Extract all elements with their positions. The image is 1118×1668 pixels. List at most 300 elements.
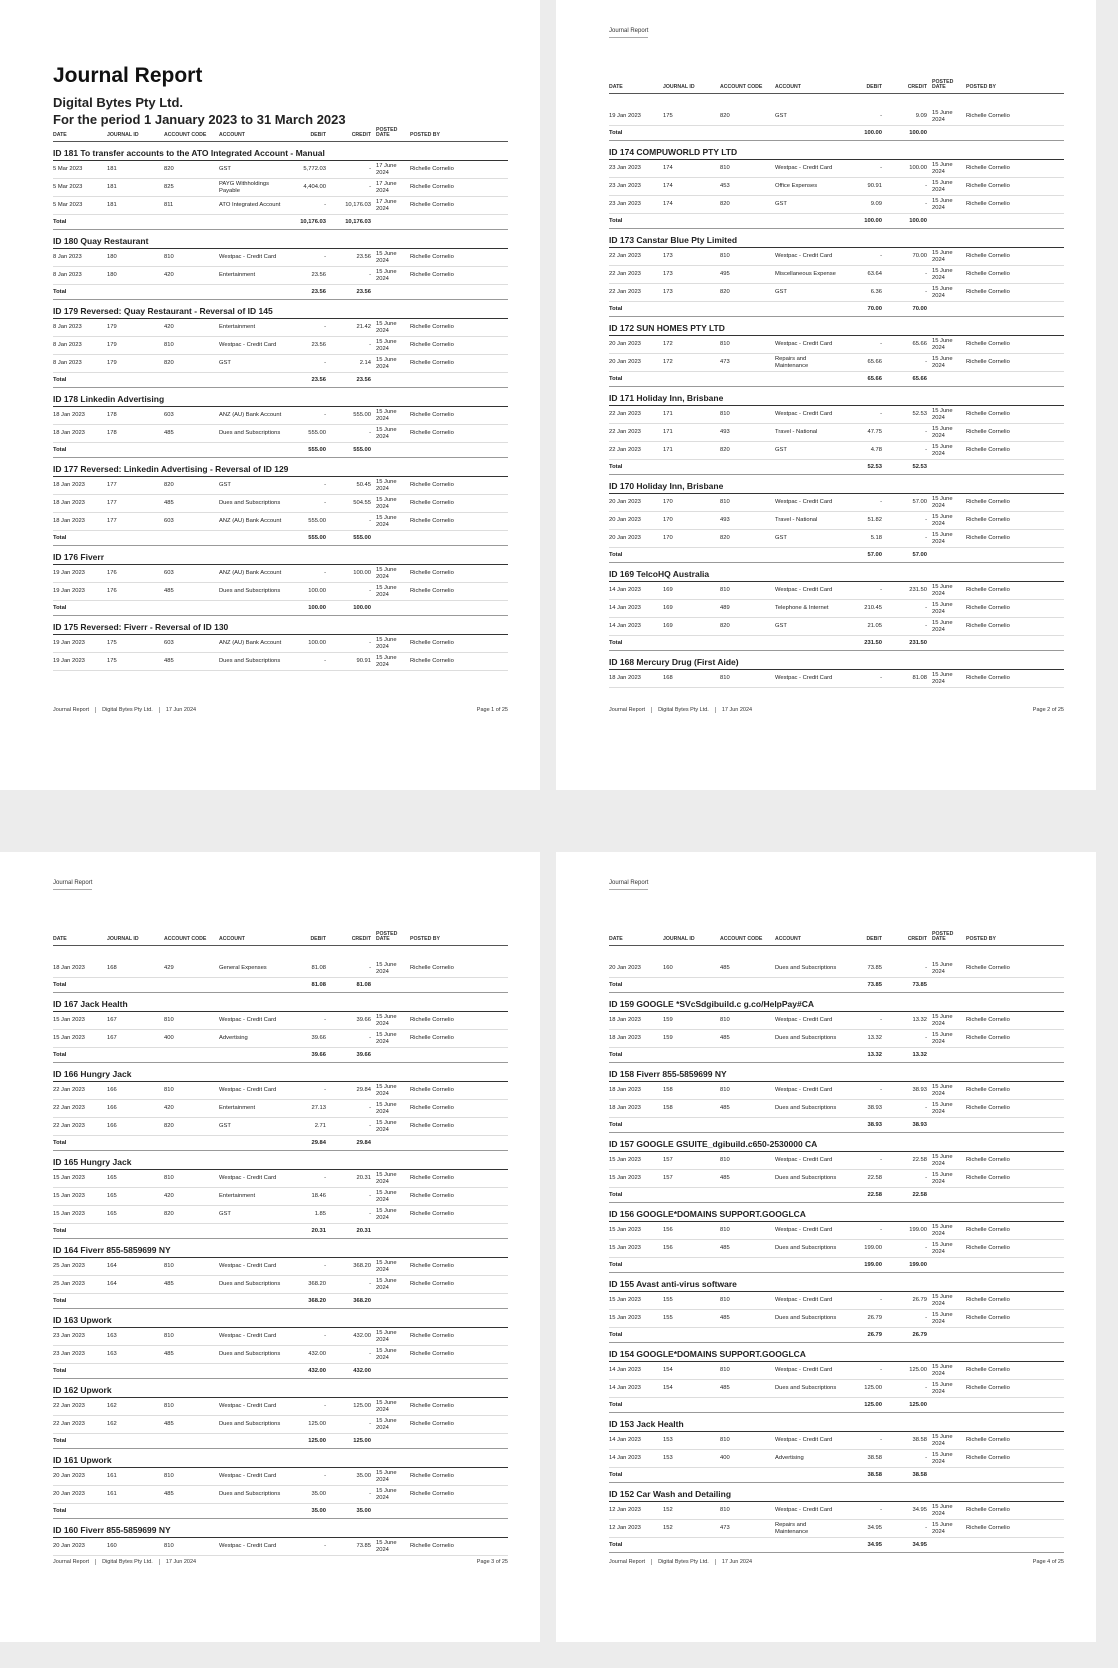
table-row xyxy=(609,1170,1064,1188)
cell-journal-id: 155 xyxy=(663,1315,673,1322)
cell-journal-id: 176 xyxy=(107,570,117,577)
report-page-2 xyxy=(556,0,1096,790)
cell-account-code: 485 xyxy=(164,588,174,595)
cell-account: GST xyxy=(775,113,787,120)
cell-journal-id: 177 xyxy=(107,500,117,507)
cell-credit: 2.14 xyxy=(359,360,371,367)
cell-posted-by: Richelle Cornelio xyxy=(410,1035,454,1042)
cell-journal-id: 157 xyxy=(663,1157,673,1164)
table-row xyxy=(609,284,1064,302)
cell-debit: 125.00 xyxy=(864,1385,882,1392)
cell-date: 23 Jan 2023 xyxy=(53,1351,85,1358)
cell-posted-by: Richelle Cornelio xyxy=(410,412,454,419)
total-credit: 100.00 xyxy=(909,217,927,224)
cell-account: Westpac - Credit Card xyxy=(219,342,277,349)
table-row xyxy=(609,582,1064,600)
cell-debit: 5,772.03 xyxy=(303,166,326,173)
table-row xyxy=(609,1082,1064,1100)
column-header-journal-id: JOURNAL ID xyxy=(663,84,695,91)
cell-date: 20 Jan 2023 xyxy=(609,359,641,366)
cell-account: Westpac - Credit Card xyxy=(775,499,833,506)
total-label: Total xyxy=(53,376,67,383)
cell-account: General Expenses xyxy=(219,965,267,972)
cell-account: GST xyxy=(775,535,787,542)
cell-posted-date: 15 June 2024 xyxy=(932,198,953,211)
total-credit: 65.66 xyxy=(912,375,927,382)
cell-account-code: 485 xyxy=(720,1175,730,1182)
journal-section-title: ID 173 Canstar Blue Pty Limited xyxy=(609,233,1064,248)
total-row xyxy=(53,1504,508,1519)
journal-section-title: ID 180 Quay Restaurant xyxy=(53,234,508,249)
total-row xyxy=(609,1398,1064,1413)
total-credit: 555.00 xyxy=(353,446,371,453)
total-credit: 38.93 xyxy=(912,1121,927,1128)
cell-posted-by: Richelle Cornelio xyxy=(410,1351,454,1358)
cell-journal-id: 175 xyxy=(663,113,673,120)
cell-debit: 13.32 xyxy=(867,1035,882,1042)
cell-journal-id: 171 xyxy=(663,411,673,418)
column-header-credit: CREDIT xyxy=(351,132,371,139)
cell-debit: 4.78 xyxy=(870,447,882,454)
cell-date: 14 Jan 2023 xyxy=(609,623,641,630)
total-row xyxy=(53,1136,508,1151)
cell-debit: 23.56 xyxy=(311,342,326,349)
cell-posted-date: 17 June 2024 xyxy=(376,163,397,176)
cell-debit: - xyxy=(880,411,882,418)
table-row xyxy=(53,1346,508,1364)
cell-account: GST xyxy=(219,166,231,173)
cell-posted-by: Richelle Cornelio xyxy=(966,623,1010,630)
column-header-posted-by: POSTED BY xyxy=(966,936,996,943)
cell-posted-date: 15 June 2024 xyxy=(932,338,953,351)
cell-date: 15 Jan 2023 xyxy=(609,1245,641,1252)
total-credit: 199.00 xyxy=(909,1261,927,1268)
cell-posted-date: 15 June 2024 xyxy=(376,1172,397,1185)
cell-journal-id: 161 xyxy=(107,1473,117,1480)
journal-section-title: ID 176 Fiverr xyxy=(53,550,508,565)
cell-debit: 368.20 xyxy=(308,1281,326,1288)
total-label: Total xyxy=(609,639,623,646)
cell-posted-date: 15 June 2024 xyxy=(932,268,953,281)
table-row xyxy=(609,1030,1064,1048)
table-row xyxy=(609,406,1064,424)
cell-account: Miscellaneous Expense xyxy=(775,271,836,278)
cell-posted-by: Richelle Cornelio xyxy=(966,411,1010,418)
cell-credit: 125.00 xyxy=(353,1403,371,1410)
cell-posted-date: 15 June 2024 xyxy=(932,1154,953,1167)
cell-debit: 63.64 xyxy=(867,271,882,278)
cell-date: 18 Jan 2023 xyxy=(53,412,85,419)
column-header-date: DATE xyxy=(609,84,623,91)
cell-credit: 57.00 xyxy=(912,499,927,506)
table-row xyxy=(53,1538,508,1556)
cell-date: 22 Jan 2023 xyxy=(53,1087,85,1094)
total-label: Total xyxy=(53,1227,67,1234)
cell-account: Westpac - Credit Card xyxy=(219,1017,277,1024)
cell-account: Westpac - Credit Card xyxy=(775,341,833,348)
cell-posted-date: 15 June 2024 xyxy=(376,1032,397,1045)
page-footer xyxy=(609,1559,1064,1565)
cell-credit: - xyxy=(925,1385,927,1392)
total-row xyxy=(609,1468,1064,1483)
table-row xyxy=(609,1432,1064,1450)
cell-journal-id: 165 xyxy=(107,1175,117,1182)
cell-debit: 27.13 xyxy=(311,1105,326,1112)
table-row xyxy=(53,1468,508,1486)
cell-journal-id: 169 xyxy=(663,623,673,630)
cell-posted-by: Richelle Cornelio xyxy=(410,1211,454,1218)
cell-date: 23 Jan 2023 xyxy=(609,165,641,172)
cell-account-code: 400 xyxy=(720,1455,730,1462)
total-debit: 38.93 xyxy=(867,1121,882,1128)
cell-posted-by: Richelle Cornelio xyxy=(966,1035,1010,1042)
cell-date: 22 Jan 2023 xyxy=(609,411,641,418)
cell-account: Westpac - Credit Card xyxy=(219,1175,277,1182)
total-debit: 38.58 xyxy=(867,1471,882,1478)
cell-journal-id: 175 xyxy=(107,640,117,647)
journal-section-title: ID 153 Jack Health xyxy=(609,1417,1064,1432)
cell-posted-date: 15 June 2024 xyxy=(376,269,397,282)
total-debit: 57.00 xyxy=(867,551,882,558)
cell-credit: - xyxy=(925,1245,927,1252)
cell-posted-by: Richelle Cornelio xyxy=(966,1367,1010,1374)
report-company: Digital Bytes Pty Ltd. xyxy=(53,95,184,110)
cell-journal-id: 159 xyxy=(663,1035,673,1042)
journal-section-title: ID 172 SUN HOMES PTY LTD xyxy=(609,321,1064,336)
cell-account-code: 485 xyxy=(164,1351,174,1358)
cell-journal-id: 172 xyxy=(663,359,673,366)
total-row xyxy=(53,1434,508,1449)
cell-account: Entertainment xyxy=(219,324,256,331)
cell-journal-id: 153 xyxy=(663,1437,673,1444)
cell-credit: 20.31 xyxy=(356,1175,371,1182)
cell-account: Westpac - Credit Card xyxy=(775,1297,833,1304)
total-label: Total xyxy=(609,1541,623,1548)
cell-account: Advertising xyxy=(219,1035,248,1042)
cell-account-code: 420 xyxy=(164,1105,174,1112)
cell-account-code: 429 xyxy=(164,965,174,972)
cell-posted-by: Richelle Cornelio xyxy=(966,605,1010,612)
journal-section-title: ID 168 Mercury Drug (First Aide) xyxy=(609,655,1064,670)
cell-debit: 5.18 xyxy=(870,535,882,542)
column-header-posted-by: POSTED BY xyxy=(410,132,440,139)
journal-section-title: ID 160 Fiverr 855-5859699 NY xyxy=(53,1523,508,1538)
column-header-debit: DEBIT xyxy=(866,84,882,91)
cell-date: 15 Jan 2023 xyxy=(53,1017,85,1024)
cell-debit: 26.79 xyxy=(867,1315,882,1322)
cell-journal-id: 152 xyxy=(663,1507,673,1514)
cell-journal-id: 167 xyxy=(107,1017,117,1024)
cell-debit: - xyxy=(880,113,882,120)
table-row xyxy=(53,407,508,425)
total-credit: 23.56 xyxy=(356,288,371,295)
cell-posted-by: Richelle Cornelio xyxy=(410,1175,454,1182)
table-row xyxy=(609,1222,1064,1240)
cell-account: Dues and Subscriptions xyxy=(775,1245,837,1252)
cell-posted-by: Richelle Cornelio xyxy=(410,342,454,349)
column-header-date: DATE xyxy=(53,132,67,139)
cell-posted-by: Richelle Cornelio xyxy=(966,1227,1010,1234)
total-credit: 10,176.03 xyxy=(345,218,371,225)
page-footer xyxy=(53,1559,508,1565)
cell-posted-by: Richelle Cornelio xyxy=(966,271,1010,278)
table-row xyxy=(609,1240,1064,1258)
page-number: Page 1 of 25 xyxy=(476,707,508,713)
cell-debit: - xyxy=(324,570,326,577)
journal-table xyxy=(53,126,508,671)
cell-date: 25 Jan 2023 xyxy=(53,1281,85,1288)
cell-date: 18 Jan 2023 xyxy=(53,500,85,507)
total-label: Total xyxy=(609,305,623,312)
total-label: Total xyxy=(609,1331,623,1338)
journal-section-title: ID 179 Reversed: Quay Restaurant - Reversal of ID 145 xyxy=(53,304,508,319)
table-row xyxy=(53,197,508,215)
cell-account: Westpac - Credit Card xyxy=(775,1227,833,1234)
total-label: Total xyxy=(53,446,67,453)
cell-date: 20 Jan 2023 xyxy=(53,1543,85,1550)
cell-date: 22 Jan 2023 xyxy=(53,1421,85,1428)
journal-section-title: ID 158 Fiverr 855-5859699 NY xyxy=(609,1067,1064,1082)
cell-account-code: 453 xyxy=(720,183,730,190)
cell-posted-date: 15 June 2024 xyxy=(376,1400,397,1413)
total-row xyxy=(609,460,1064,475)
cell-journal-id: 168 xyxy=(663,675,673,682)
journal-section-title: ID 165 Hungry Jack xyxy=(53,1155,508,1170)
cell-posted-by: Richelle Cornelio xyxy=(410,588,454,595)
cell-credit: - xyxy=(925,1105,927,1112)
cell-journal-id: 161 xyxy=(107,1491,117,1498)
cell-account-code: 485 xyxy=(164,1491,174,1498)
cell-account: GST xyxy=(775,447,787,454)
cell-credit: - xyxy=(369,1035,371,1042)
total-debit: 29.84 xyxy=(311,1139,326,1146)
cell-account: Westpac - Credit Card xyxy=(775,1367,833,1374)
cell-debit: - xyxy=(880,1367,882,1374)
total-label: Total xyxy=(609,1471,623,1478)
cell-debit: - xyxy=(880,1437,882,1444)
cell-date: 8 Jan 2023 xyxy=(53,254,82,261)
cell-account-code: 810 xyxy=(720,1017,730,1024)
table-row xyxy=(53,1276,508,1294)
cell-credit: - xyxy=(925,1175,927,1182)
page-header: Journal Report xyxy=(609,28,648,38)
cell-posted-by: Richelle Cornelio xyxy=(410,658,454,665)
cell-account-code: 420 xyxy=(164,324,174,331)
table-spacer xyxy=(609,946,1064,960)
cell-date: 22 Jan 2023 xyxy=(53,1123,85,1130)
cell-account: Dues and Subscriptions xyxy=(219,1491,281,1498)
total-row xyxy=(609,1258,1064,1273)
table-row xyxy=(53,1082,508,1100)
cell-account: Westpac - Credit Card xyxy=(775,253,833,260)
table-row xyxy=(53,1398,508,1416)
table-header xyxy=(53,930,508,946)
cell-credit: 9.09 xyxy=(915,113,927,120)
table-row xyxy=(609,1310,1064,1328)
cell-posted-date: 15 June 2024 xyxy=(376,1190,397,1203)
cell-account-code: 810 xyxy=(164,342,174,349)
cell-account-code: 810 xyxy=(720,1227,730,1234)
cell-debit: 38.93 xyxy=(867,1105,882,1112)
table-row xyxy=(53,319,508,337)
cell-posted-date: 15 June 2024 xyxy=(376,637,397,650)
cell-journal-id: 166 xyxy=(107,1105,117,1112)
cell-posted-date: 15 June 2024 xyxy=(932,496,953,509)
cell-date: 14 Jan 2023 xyxy=(609,1455,641,1462)
column-header-credit: CREDIT xyxy=(907,84,927,91)
total-debit: 13.32 xyxy=(867,1051,882,1058)
cell-account: Dues and Subscriptions xyxy=(219,1421,281,1428)
cell-credit: - xyxy=(369,1351,371,1358)
cell-account-code: 820 xyxy=(720,623,730,630)
cell-account-code: 810 xyxy=(720,411,730,418)
cell-journal-id: 155 xyxy=(663,1297,673,1304)
cell-account: Westpac - Credit Card xyxy=(775,675,833,682)
column-header-credit: CREDIT xyxy=(351,936,371,943)
cell-journal-id: 166 xyxy=(107,1123,117,1130)
cell-credit: 23.56 xyxy=(356,254,371,261)
cell-account-code: 473 xyxy=(720,359,730,366)
total-label: Total xyxy=(609,551,623,558)
total-credit: 20.31 xyxy=(356,1227,371,1234)
table-row xyxy=(609,530,1064,548)
cell-account: ANZ (AU) Bank Account xyxy=(219,570,282,577)
cell-date: 8 Jan 2023 xyxy=(53,272,82,279)
cell-credit: 70.00 xyxy=(912,253,927,260)
cell-date: 12 Jan 2023 xyxy=(609,1507,641,1514)
cell-posted-date: 15 June 2024 xyxy=(932,1172,953,1185)
cell-debit: 51.82 xyxy=(867,517,882,524)
column-header-posted-by: POSTED BY xyxy=(410,936,440,943)
cell-account-code: 811 xyxy=(164,202,174,209)
cell-account: Dues and Subscriptions xyxy=(219,658,281,665)
total-credit: 38.58 xyxy=(912,1471,927,1478)
cell-posted-by: Richelle Cornelio xyxy=(966,1157,1010,1164)
cell-account-code: 825 xyxy=(164,184,174,191)
journal-section-title: ID 175 Reversed: Fiverr - Reversal of ID 130 xyxy=(53,620,508,635)
cell-credit: 50.45 xyxy=(356,482,371,489)
cell-journal-id: 159 xyxy=(663,1017,673,1024)
cell-posted-by: Richelle Cornelio xyxy=(966,517,1010,524)
cell-account-code: 810 xyxy=(720,499,730,506)
table-spacer xyxy=(53,946,508,960)
cell-posted-by: Richelle Cornelio xyxy=(410,482,454,489)
cell-account-code: 603 xyxy=(164,518,174,525)
cell-account: Entertainment xyxy=(219,272,256,279)
cell-debit: - xyxy=(324,1263,326,1270)
cell-date: 15 Jan 2023 xyxy=(609,1315,641,1322)
cell-debit: 73.85 xyxy=(867,965,882,972)
cell-journal-id: 154 xyxy=(663,1367,673,1374)
cell-credit: - xyxy=(925,1525,927,1532)
cell-date: 23 Jan 2023 xyxy=(609,201,641,208)
cell-posted-by: Richelle Cornelio xyxy=(966,1245,1010,1252)
cell-account: Dues and Subscriptions xyxy=(775,1035,837,1042)
cell-account: Dues and Subscriptions xyxy=(775,1385,837,1392)
table-row xyxy=(53,1170,508,1188)
table-row xyxy=(609,248,1064,266)
cell-debit: 100.00 xyxy=(308,588,326,595)
cell-credit: - xyxy=(925,1315,927,1322)
cell-debit: - xyxy=(324,254,326,261)
column-header-account-code: ACCOUNT CODE xyxy=(720,84,763,91)
page-footer xyxy=(53,707,508,713)
total-credit: 29.84 xyxy=(356,1139,371,1146)
cell-journal-id: 174 xyxy=(663,165,673,172)
cell-posted-date: 15 June 2024 xyxy=(932,962,953,975)
cell-journal-id: 174 xyxy=(663,183,673,190)
cell-date: 14 Jan 2023 xyxy=(609,605,641,612)
cell-posted-by: Richelle Cornelio xyxy=(410,1473,454,1480)
cell-account-code: 820 xyxy=(164,166,174,173)
column-header-posted-date: POSTED DATE xyxy=(932,78,954,91)
cell-credit: - xyxy=(925,183,927,190)
cell-debit: - xyxy=(880,1507,882,1514)
cell-journal-id: 162 xyxy=(107,1421,117,1428)
cell-credit: 26.79 xyxy=(912,1297,927,1304)
cell-credit: - xyxy=(925,201,927,208)
cell-credit: - xyxy=(925,271,927,278)
column-header-account: ACCOUNT xyxy=(219,936,245,943)
cell-credit: 38.58 xyxy=(912,1437,927,1444)
cell-debit: 35.00 xyxy=(311,1491,326,1498)
cell-date: 23 Jan 2023 xyxy=(609,183,641,190)
cell-posted-date: 15 June 2024 xyxy=(932,286,953,299)
cell-posted-date: 15 June 2024 xyxy=(376,251,397,264)
total-credit: 368.20 xyxy=(353,1297,371,1304)
cell-debit: 23.56 xyxy=(311,272,326,279)
cell-account-code: 810 xyxy=(164,1543,174,1550)
cell-credit: - xyxy=(369,272,371,279)
cell-posted-date: 15 June 2024 xyxy=(376,1260,397,1273)
table-row xyxy=(609,618,1064,636)
table-row xyxy=(609,960,1064,978)
cell-account: Westpac - Credit Card xyxy=(219,1333,277,1340)
cell-posted-by: Richelle Cornelio xyxy=(966,965,1010,972)
cell-posted-date: 17 June 2024 xyxy=(376,199,397,212)
page-number: Page 3 of 25 xyxy=(476,1559,508,1565)
cell-debit: - xyxy=(324,658,326,665)
cell-posted-date: 15 June 2024 xyxy=(376,339,397,352)
cell-posted-by: Richelle Cornelio xyxy=(410,324,454,331)
cell-posted-by: Richelle Cornelio xyxy=(966,1175,1010,1182)
cell-account: Dues and Subscriptions xyxy=(219,588,281,595)
cell-posted-by: Richelle Cornelio xyxy=(410,1105,454,1112)
cell-credit: - xyxy=(925,965,927,972)
total-row xyxy=(53,215,508,230)
table-header xyxy=(609,78,1064,94)
cell-date: 18 Jan 2023 xyxy=(53,482,85,489)
column-header-date: DATE xyxy=(53,936,67,943)
cell-debit: - xyxy=(880,587,882,594)
cell-journal-id: 162 xyxy=(107,1403,117,1410)
cell-account-code: 485 xyxy=(164,500,174,507)
cell-credit: 100.00 xyxy=(909,165,927,172)
cell-account: Westpac - Credit Card xyxy=(219,1087,277,1094)
cell-date: 22 Jan 2023 xyxy=(609,289,641,296)
table-row xyxy=(53,495,508,513)
cell-account: Dues and Subscriptions xyxy=(219,1281,281,1288)
cell-credit: 73.85 xyxy=(356,1543,371,1550)
cell-posted-date: 15 June 2024 xyxy=(376,1470,397,1483)
cell-account: Repairs and Maintenance xyxy=(775,1522,809,1535)
cell-account-code: 820 xyxy=(720,447,730,454)
cell-account-code: 810 xyxy=(720,341,730,348)
table-row xyxy=(609,1502,1064,1520)
total-credit: 35.00 xyxy=(356,1507,371,1514)
cell-account-code: 820 xyxy=(720,201,730,208)
cell-account: Westpac - Credit Card xyxy=(775,587,833,594)
